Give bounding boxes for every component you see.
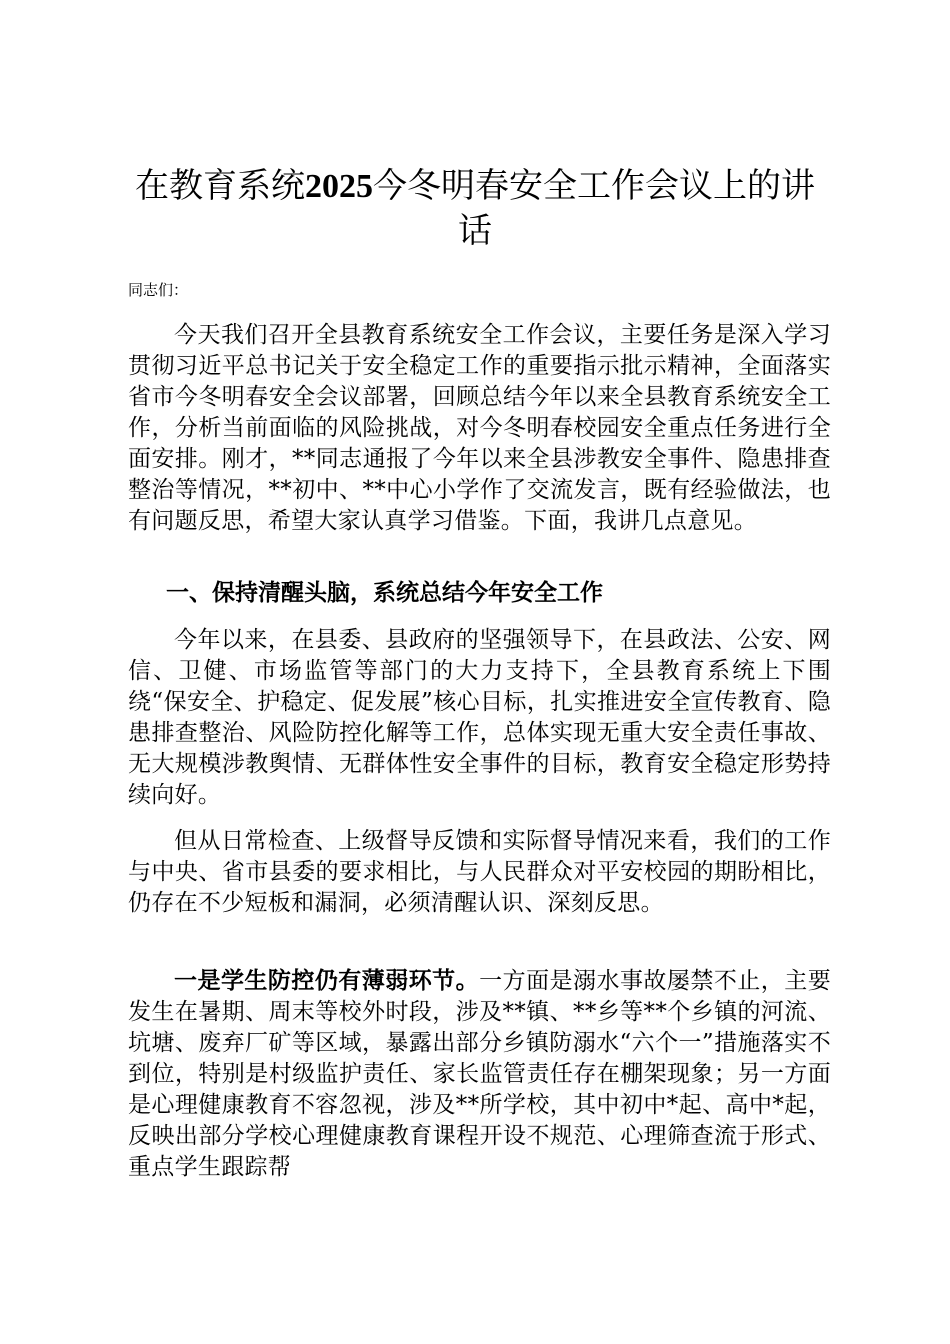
document-title xyxy=(120,164,830,253)
paragraph-shortcomings: 但从日常检查、上级督导反馈和实际督导情况来看，我们的工作与中央、省市县委的要求相比，与人民群众对平安校园的期盼相比，仍存在不少短板和漏洞，必须清醒认识、深刻反思。 xyxy=(128,828,831,916)
section-heading-1: 一、保持清醒头脑，系统总结今年安全工作 xyxy=(166,580,603,606)
paragraph-body-text: 一方面是溺水事故屡禁不止，主要发生在暑期、周末等校外时段，涉及**镇、**乡等**个乡镇的河流、坑塘、废弃厂矿等区域，暴露出部分乡镇防溺水“六个一”措施落实不到位，特别是村级监护责任、家长监管责任存在棚架现象；另一方面是心理健康教育不容忽视，涉及**所学校，其中初中*起、高中*起，反映出部分学校心理健康教育课程开设不规范、心理筛查流于形式、重点学生跟踪帮 xyxy=(128,968,832,1180)
salutation: 同志们： xyxy=(128,281,189,299)
paragraph-lead-phrase: 一是学生防控仍有薄弱环节。 xyxy=(174,967,480,994)
title-suffix: 今冬明春安全工作会议上的讲话 xyxy=(373,166,815,251)
paragraph-student-risks xyxy=(128,965,831,1183)
title-year: 2025 xyxy=(305,168,373,205)
title-prefix: 在教育系统 xyxy=(135,166,305,206)
paragraph-opening: 今天我们召开全县教育系统安全工作会议，主要任务是深入学习贯彻习近平总书记关于安全稳定工作的重要指示批示精神，全面落实省市今冬明春安全会议部署，回顾总结今年以来全县教育系统安全工作，分析当前面临的风险挑战，对今冬明春校园安全重点任务进行全面安排。刚才，**同志通报了今年以来全县涉教安全事件、隐患排查整治等情况，**初中、**中心小学作了交流发言，既有经验做法，也有问题反思，希望大家认真学习借鉴。下面，我讲几点意见。 xyxy=(128,322,831,534)
paragraph-summary: 今年以来，在县委、县政府的坚强领导下，在县政法、公安、网信、卫健、市场监管等部门的大力支持下，全县教育系统上下围绕“保安全、护稳定、促发展”核心目标，扎实推进安全宣传教育、隐患排查整治、风险防控化解等工作，总体实现无重大安全责任事故、无大规模涉教舆情、无群体性安全事件的目标，教育安全稳定形势持续向好。 xyxy=(128,627,831,808)
